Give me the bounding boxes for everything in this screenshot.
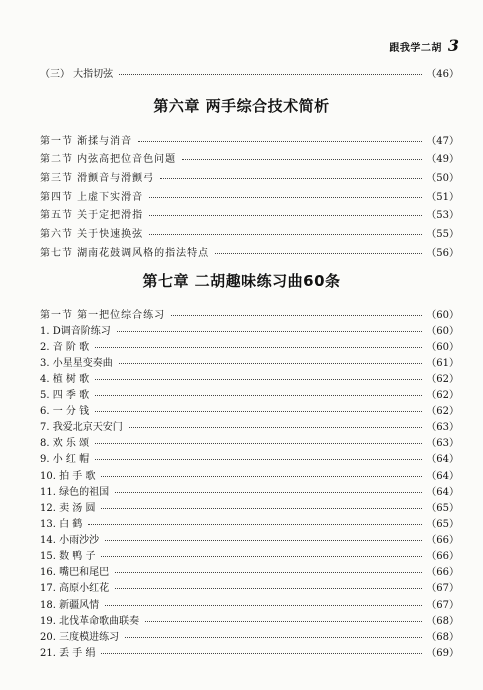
dotted-leader (105, 605, 422, 606)
toc-entry (40, 225, 459, 241)
toc-entry-page: （60） (426, 325, 459, 337)
toc-entry (40, 418, 459, 434)
dotted-leader (160, 178, 422, 179)
toc-entry (40, 563, 459, 579)
toc-entry (40, 243, 459, 259)
dotted-leader (149, 234, 422, 235)
toc-entry (40, 434, 459, 450)
toc-entry-label: 第七节 湖南花鼓调风格的指法特点 (40, 247, 210, 259)
toc-entry-page: （50） (426, 172, 459, 184)
toc-entry-label: 9. 小 红 帽 (40, 454, 90, 466)
dotted-leader (149, 197, 422, 198)
toc-entry (40, 206, 459, 222)
dotted-leader (105, 540, 422, 541)
toc-entry-page: （67） (426, 599, 459, 611)
toc-entry (40, 466, 459, 482)
toc-entry-label: 第一节 渐揉与消音 (40, 135, 133, 147)
dotted-leader (101, 556, 422, 557)
toc-entry-label: 18. 新疆风情 (40, 599, 100, 611)
toc-entry-label: 6. 一 分 钱 (40, 406, 90, 418)
toc-entry (40, 547, 459, 563)
toc-entry-label: 8. 欢 乐 颂 (40, 438, 90, 450)
toc-entry (40, 369, 459, 385)
dotted-leader (182, 159, 422, 160)
toc-entry-label: 10. 拍 手 歌 (40, 470, 96, 482)
toc-entry-page: （68） (426, 615, 459, 627)
page-number: 3 (447, 36, 459, 55)
toc-entry-label: 21. 丢 手 绢 (40, 647, 96, 659)
toc-entry-label: 第三节 滑颤音与滑颤弓 (40, 172, 155, 184)
toc-section-entry (40, 305, 459, 321)
toc-entry (40, 643, 459, 659)
toc-entry-page: （53） (426, 210, 459, 222)
dotted-leader (101, 653, 422, 654)
toc-entry-label: 13. 白 鹤 (40, 518, 83, 530)
toc-entry-label: 4. 植 树 歌 (40, 373, 90, 385)
toc-entry-label: 第二节 内弦高把位音色问题 (40, 154, 177, 166)
dotted-leader (138, 141, 422, 142)
toc-entry-label: 20. 三度模进练习 (40, 631, 120, 643)
toc-entry-label: 5. 四 季 歌 (40, 389, 90, 401)
dotted-leader (125, 637, 422, 638)
toc-entry (40, 187, 459, 203)
toc-entry-page: （56） (426, 247, 459, 259)
toc-entry-label: 14. 小雨沙沙 (40, 535, 100, 547)
toc-section-label: 第一节 第一把位综合练习 (40, 309, 166, 321)
toc-entry-label: 11. 绿色的祖国 (40, 486, 110, 498)
toc-entry-page: （62） (426, 406, 459, 418)
toc-entry (40, 498, 459, 514)
dotted-leader (129, 427, 423, 428)
toc-entry-label: 1. D调音阶练习 (40, 325, 111, 337)
toc-entry-label: 第六节 关于快速换弦 (40, 229, 144, 240)
toc-entry-page: （47） (426, 135, 459, 147)
toc-entry (40, 168, 459, 184)
dotted-leader (215, 253, 422, 254)
toc-entry-page: （64） (426, 486, 459, 498)
toc-entry-label: （三） 大指切弦 (40, 68, 114, 80)
toc-entry-page: （65） (426, 502, 459, 514)
toc-entry-label: 17. 高原小红花 (40, 583, 110, 595)
dotted-leader (171, 315, 422, 316)
toc-entry-page: （66） (426, 551, 459, 563)
dotted-leader (95, 411, 422, 412)
toc-entry (40, 385, 459, 401)
dotted-leader (95, 443, 422, 444)
toc-entry-page: （61） (426, 357, 459, 369)
dotted-leader (149, 215, 422, 216)
toc-entry (40, 627, 459, 643)
dotted-leader (115, 588, 422, 589)
chapter-7-title: 第七章 二胡趣味练习曲60条 (142, 272, 341, 290)
dotted-leader (115, 572, 422, 573)
book-title: 跟我学二胡 (389, 43, 442, 54)
toc-entry-label: 第五节 关于定把滑指 (40, 210, 144, 222)
toc-entry-page: （51） (426, 191, 459, 203)
dotted-leader (119, 74, 422, 75)
toc-entry (40, 131, 459, 147)
dotted-leader (119, 363, 423, 364)
dotted-leader (117, 331, 423, 332)
toc-entry (40, 595, 459, 611)
toc-entry-page: （60） (426, 341, 459, 353)
dotted-leader (95, 395, 422, 396)
toc-entry-label: 15. 数 鸭 子 (40, 551, 96, 563)
toc-entry-label: 19. 北伐革命歌曲联奏 (40, 615, 140, 627)
toc-entry (40, 402, 459, 418)
toc-entry-page: （67） (426, 583, 459, 595)
dotted-leader (88, 524, 422, 525)
dotted-leader (95, 459, 422, 460)
dotted-leader (115, 492, 422, 493)
toc-entry (40, 514, 459, 530)
toc-entry-page: （63） (426, 438, 459, 450)
toc-entry (40, 579, 459, 595)
toc-entry-page: （63） (426, 422, 459, 434)
toc-entry-page: （62） (426, 389, 459, 401)
dotted-leader (101, 476, 422, 477)
toc-entry-page: （66） (426, 567, 459, 579)
chapter-6-title: 第六章 两手综合技术简析 (153, 97, 330, 115)
toc-entry (40, 64, 459, 80)
dotted-leader (145, 621, 422, 622)
toc-entry (40, 611, 459, 627)
toc-entry-page: （66） (426, 535, 459, 547)
toc-entry-page: （69） (426, 647, 459, 659)
toc-section-page: （60） (426, 309, 459, 321)
toc-entry-label: 7. 我爱北京天安门 (40, 422, 123, 434)
toc-entry-label: 16. 嘴巴和尾巴 (40, 567, 110, 579)
toc-entry-label: 3. 小星星变奏曲 (40, 357, 113, 369)
dotted-leader (95, 347, 422, 348)
toc-entry-label: 2. 音 阶 歌 (40, 341, 90, 353)
toc-entry-page: （62） (426, 373, 459, 385)
toc-entry-page: （65） (426, 518, 459, 530)
toc-entry-page: （55） (426, 229, 459, 240)
page-header (389, 36, 459, 55)
toc-entry-label: 12. 卖 汤 圆 (40, 502, 96, 514)
toc-entry-page: （64） (426, 470, 459, 482)
toc-entry (40, 531, 459, 547)
toc-entry (40, 337, 459, 353)
toc-entry-page: （68） (426, 631, 459, 643)
toc-entry (40, 450, 459, 466)
dotted-leader (101, 508, 422, 509)
toc-entry-page: （46） (426, 68, 459, 80)
toc-entry-page: （49） (426, 154, 459, 166)
toc-entry-label: 第四节 上虚下实滑音 (40, 191, 144, 203)
toc-entry (40, 321, 459, 337)
toc-entry (40, 482, 459, 498)
toc-entry-page: （64） (426, 454, 459, 466)
toc-entry (40, 353, 459, 369)
toc-entry (40, 150, 459, 166)
dotted-leader (95, 379, 422, 380)
